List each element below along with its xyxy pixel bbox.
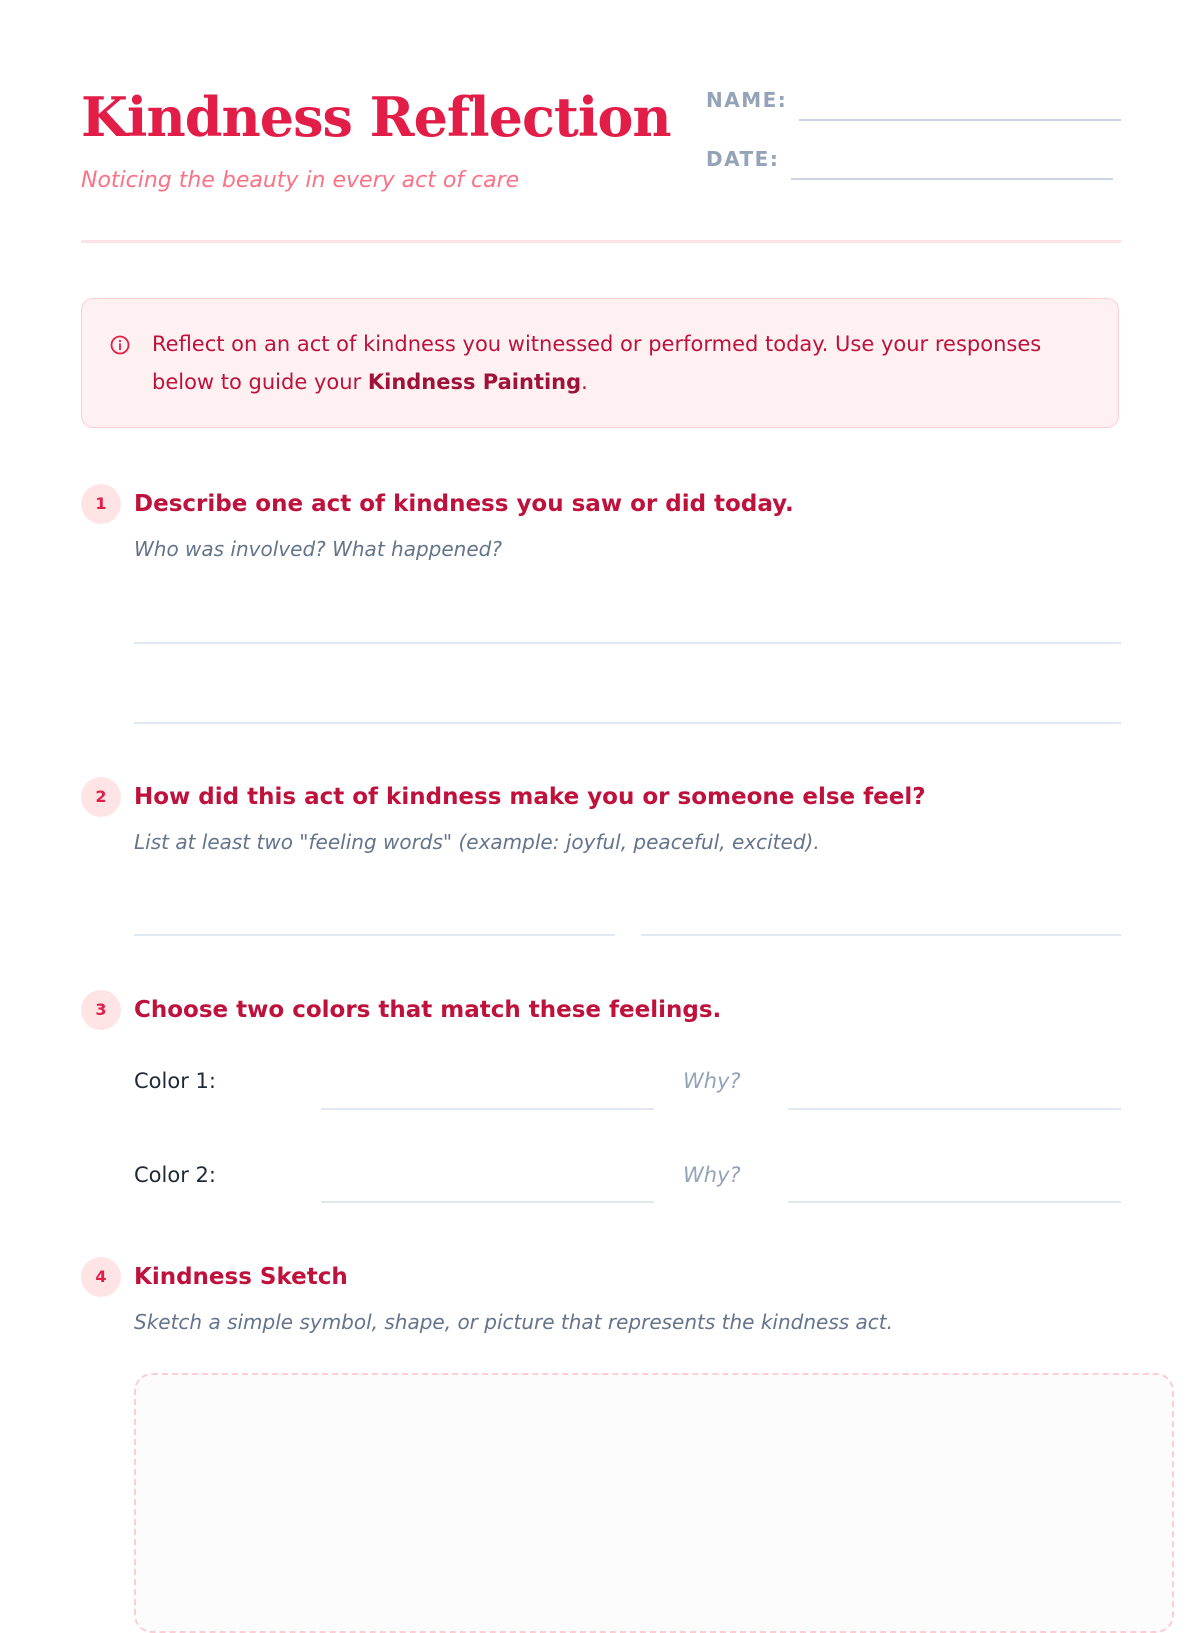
color-2-field[interactable] [321, 1201, 654, 1203]
color-2-label: Color 2: [134, 1163, 216, 1187]
answer-line[interactable] [134, 722, 1121, 724]
instructions-text-end: . [581, 370, 588, 394]
feeling-word-line-2[interactable] [641, 934, 1121, 936]
question-title: Choose two colors that match these feelings. [134, 997, 722, 1023]
answer-line[interactable] [134, 642, 1121, 644]
question-title: Describe one act of kindness you saw or did today. [134, 491, 794, 517]
instructions-text [152, 325, 1072, 401]
question-number-badge: 4 [81, 1257, 121, 1297]
header-divider [81, 240, 1121, 243]
color-1-field[interactable] [321, 1108, 654, 1110]
question-4 [81, 1257, 1121, 1357]
date-field[interactable] [791, 178, 1113, 180]
worksheet-page [81, 0, 1121, 1600]
question-1 [81, 484, 1121, 734]
info-circle-icon [110, 335, 130, 355]
feeling-word-line-1[interactable] [134, 934, 615, 936]
color-2-why-label: Why? [683, 1163, 741, 1187]
instructions-text-start: Reflect on an act of kindness you witnessed or performed today. Use your responses below to guide your [152, 332, 1042, 394]
color-2-why-field[interactable] [788, 1201, 1121, 1203]
instructions-emphasis: Kindness Painting [367, 370, 582, 394]
page-title: Kindness Reflection [81, 85, 671, 149]
name-field-row [706, 84, 1121, 124]
color-1-why-label: Why? [683, 1069, 741, 1093]
sketch-area[interactable] [134, 1373, 1174, 1633]
question-number-badge: 2 [81, 777, 121, 817]
instructions-box [81, 298, 1119, 428]
color-1-label: Color 1: [134, 1069, 216, 1093]
question-hint: Sketch a simple symbol, shape, or picture that represents the kindness act. [134, 1310, 893, 1334]
date-label: DATE: [706, 147, 780, 171]
page-subtitle: Noticing the beauty in every act of care [81, 168, 520, 193]
name-label: NAME: [706, 88, 788, 112]
date-field-row [706, 143, 1121, 183]
question-hint: List at least two "feeling words" (example: joyful, peaceful, excited). [134, 830, 820, 854]
question-hint: Who was involved? What happened? [134, 537, 502, 561]
question-3 [81, 990, 1121, 1210]
question-number-badge: 1 [81, 484, 121, 524]
worksheet-header [81, 80, 1121, 245]
name-field[interactable] [799, 119, 1121, 121]
question-2 [81, 777, 1121, 947]
color-1-why-field[interactable] [788, 1108, 1121, 1110]
question-number-badge: 3 [81, 990, 121, 1030]
question-title: Kindness Sketch [134, 1264, 348, 1290]
question-title: How did this act of kindness make you or someone else feel? [134, 784, 926, 810]
